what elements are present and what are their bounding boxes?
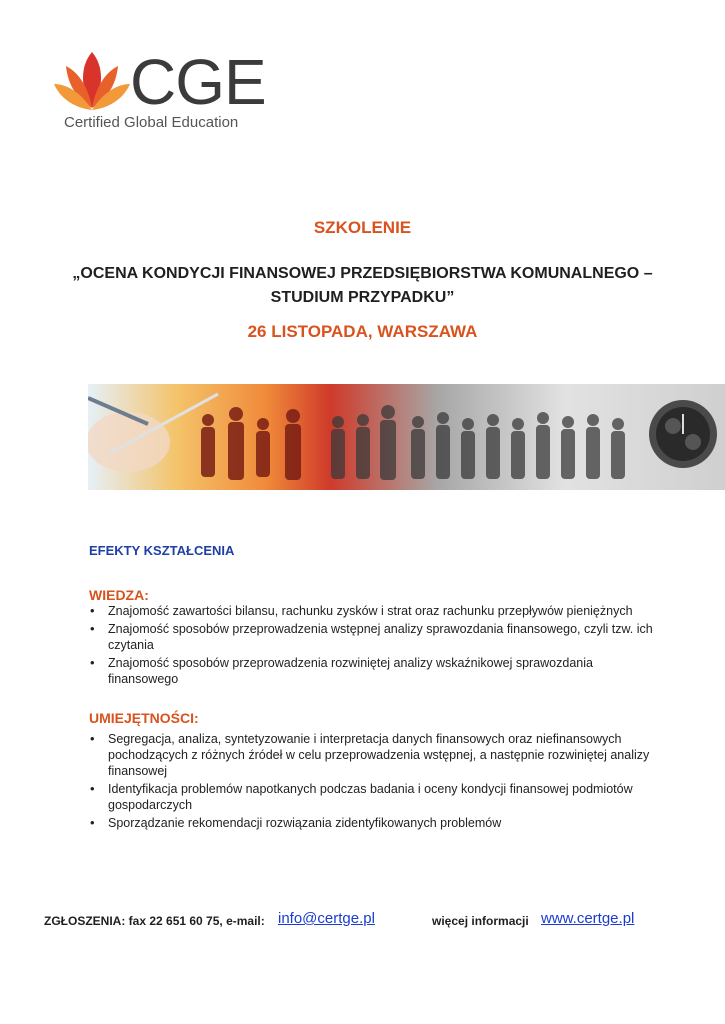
bullet-icon: • <box>90 655 95 670</box>
skills-heading: UMIEJĘTNOŚCI: <box>89 710 199 726</box>
list-item: • Segregacja, analiza, syntetyzowanie i interpretacja danych finansowych oraz niefinansowych pochodzących z różnych źródeł w celu przeprowadzenia wstępnej, a następnie rozwiniętej analizy finansowej <box>90 731 650 778</box>
outcomes-heading: EFEKTY KSZTAŁCENIA <box>89 543 235 558</box>
bullet-icon: • <box>90 815 95 830</box>
list-item: • Znajomość sposobów przeprowadzenia rozwiniętej analizy wskaźnikowej sprawozdania finansowego <box>90 655 593 686</box>
logo <box>52 46 266 134</box>
title-line-1: „OCENA KONDYCJI FINANSOWEJ PRZEDSIĘBIORSTWA KOMUNALNEGO – <box>72 265 653 282</box>
business-people-banner-icon <box>88 384 725 490</box>
list-item: • Znajomość zawartości bilansu, rachunku zysków i strat oraz rachunku przepływów pieniężnych <box>90 603 633 618</box>
knowledge-list <box>88 603 663 689</box>
lotus-flower-icon <box>52 48 132 114</box>
website-link[interactable]: www.certge.pl <box>541 910 635 927</box>
logo-wordmark: CGE <box>130 46 266 118</box>
logo-subtitle: Certified Global Education <box>64 114 239 131</box>
knowledge-heading: WIEDZA: <box>89 587 149 603</box>
more-info-label: więcej informacji <box>432 914 529 928</box>
list-item: • Znajomość sposobów przeprowadzenia wstępnej analizy sprawozdania finansowego, czyli tzw. ich czytania <box>90 621 653 652</box>
bullet-icon: • <box>90 603 95 618</box>
list-item: • Identyfikacja problemów napotkanych podczas badania i oceny kondycji finansowej podmiotów gospodarczych <box>90 781 633 812</box>
email-link[interactable]: info@certge.pl <box>278 910 375 927</box>
bullet-icon: • <box>90 731 95 746</box>
bullet-icon: • <box>90 781 95 796</box>
title-line-2: STUDIUM PRZYPADKU” <box>270 289 455 306</box>
business-banner-image <box>88 384 725 490</box>
date-place: 26 LISTOPADA, WARSZAWA <box>247 322 478 341</box>
list-item: • Sporządzanie rekomendacji rozwiązania zidentyfikowanych problemów <box>90 815 502 830</box>
page-title <box>0 262 725 310</box>
bullet-icon: • <box>90 621 95 636</box>
footer <box>44 910 704 934</box>
training-label: SZKOLENIE <box>313 218 412 237</box>
skills-list <box>88 731 663 833</box>
registration-info: ZGŁOSZENIA: fax 22 651 60 75, e-mail: <box>44 914 265 928</box>
